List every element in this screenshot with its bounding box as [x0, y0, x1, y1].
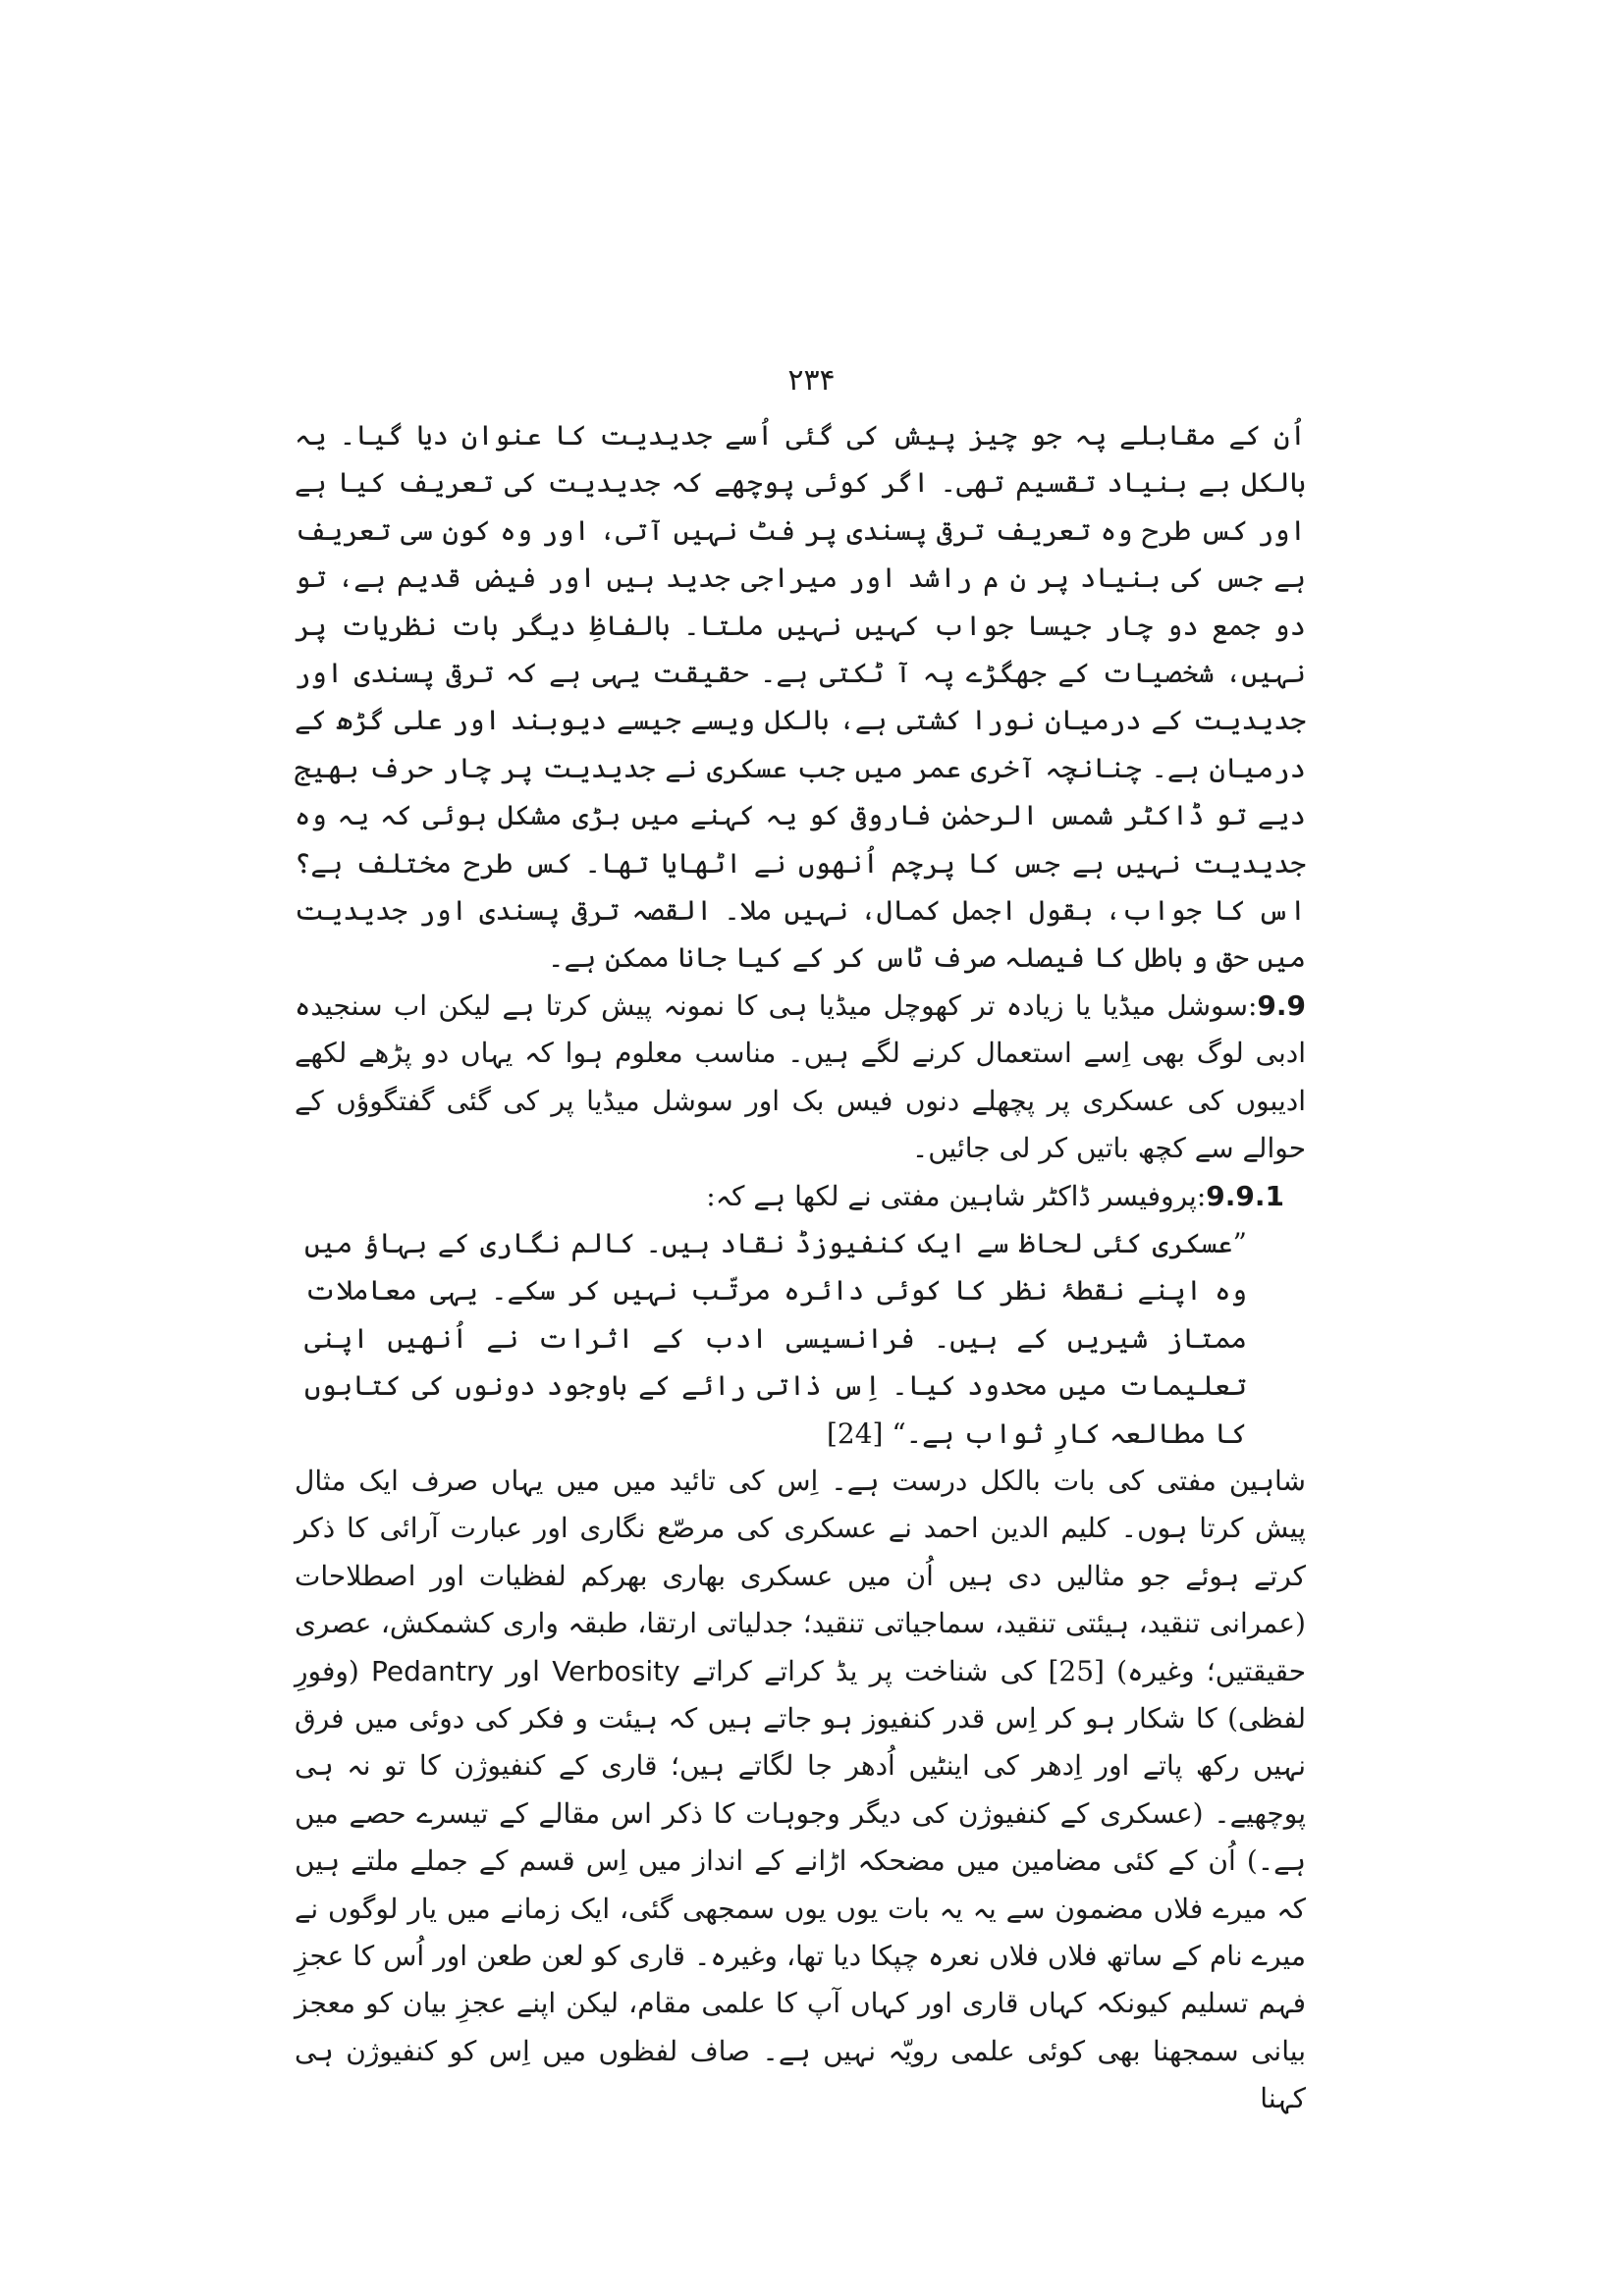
page-number: ۲۳۴ [787, 363, 836, 398]
term-pedantry: Pedantry [371, 1654, 494, 1687]
section-number: 9.9 [1257, 988, 1306, 1022]
paragraph-text-part-1: شاہین مفتی کی بات بالکل درست ہے۔ اِس کی تائید میں میں یہاں صرف ایک مثال پیش کرتا ہوں۔ کلیم الدین احمد نے عسکری کی مرصّع نگاری اور عبارت آرائی کا ذکر کرتے ہوئے جو مثالیں دی ہیں اُن میں عسکری بھاری بھرکم لفظیات اور اصطلاحات (عمرانی تنقید، ہیئتی تنقید، سماجیاتی تنقید؛ جدلیاتی ارتقا، طبقہ واری کشمکش، عصری حقیقتیں؛ وغیرہ) [25] کی شناخت پر یڈ کراتے کراتے [295, 1464, 1306, 1687]
paragraph-modernism: اُن کے مقابلے پہ جو چیز پیش کی گئی اُسے جدیدیت کا عنوان دیا گیا۔ یہ بالکل بے بنیاد تقسیم تھی۔ اگر کوئی پوچھے کہ جدیدیت کی تعریف کیا ہے اور کس طرح وہ تعریف ترقی پسندی پر فٹ نہیں آتی، اور وہ کون سی تعریف ہے جس کی بنیاد پر ن م راشد اور میراجی جدید ہیں اور فیض قدیم ہے، تو دو جمع دو چار جیسا جواب کہیں نہیں ملتا۔ بالفاظِ دیگر بات نظریات پر نہیں، شخصیات کے جھگڑے پہ آ ٹکتی ہے۔ حقیقت یہی ہے کہ ترقی پسندی اور جدیدیت کے درمیان نورا کشتی ہے، بالکل ویسے جیسے دیوبند اور علی گڑھ کے درمیان ہے۔ چنانچہ آخری عمر میں جب عسکری نے جدیدیت پر چار حرف بھیج دیے تو ڈاکٹر شمس الرحمٰن فاروقی کو یہ کہنے میں بڑی مشکل ہوئی کہ یہ وہ جدیدیت نہیں ہے جس کا پرچم اُنھوں نے اٹھایا تھا۔ کس طرح مختلف ہے؟ اس کا جواب، بقول اجمل کمال، نہیں ملا۔ القصہ ترقی پسندی اور جدیدیت میں حق و باطل کا فیصلہ صرف ٹاس کر کے کیا جانا ممکن ہے۔ [295, 419, 1306, 975]
paragraph-social-media-text: سوشل میڈیا یا زیادہ تر کھوچل میڈیا ہی کا نمونہ پیش کرتا ہے لیکن اب سنجیدہ ادبی لوگ بھی اِسے استعمال کرنے لگے ہیں۔ مناسب معلوم ہوا کہ یہاں دو پڑھے لکھے ادیبوں کی عسکری پر پچھلے دنوں فیس بک اور سوشل میڈیا پر کی گئی گفتگوؤں کے حوالے سے کچھ باتیں کر لی جائیں۔ [295, 988, 1306, 1165]
subsection-colon: : [1196, 1179, 1207, 1212]
block-quote: ”عسکری کئی لحاظ سے ایک کنفیوزڈ نقاد ہیں۔ کالم نگاری کے بہاؤ میں وہ اپنے نقطۂ نظر کا کوئی دائرہ مرتّب نہیں کر سکے۔ یہی معاملات ممتاز شیریں کے ہیں۔ فرانسیسی ادب کے اثرات نے اُنھیں اپنی تعلیمات میں محدود کیا۔ اِس ذاتی رائے کے باوجود دونوں کی کتابوں کا مطالعہ کارِ ثواب ہے۔“ [24] [304, 1226, 1247, 1450]
paragraph-quote-intro-text: پروفیسر ڈاکٹر شاہین مفتی نے لکھا ہے کہ: [706, 1179, 1197, 1212]
term-verbosity: Verbosity [552, 1654, 680, 1687]
paragraph-text-part-2: اور [493, 1654, 553, 1687]
paragraph-quote-intro [295, 1173, 1306, 1220]
paragraph-social-media [295, 983, 1306, 1173]
section-colon: : [1247, 988, 1258, 1022]
paragraph-text-part-3: (وفورِ لفظی) کا شکار ہو کر اِس قدر کنفیوز ہو جاتے ہیں کہ ہیئت و فکر کی دوئی میں فرق نہیں رکھ پاتے اور اِدھر کی اینٹیں اُدھر جا لگاتے ہیں؛ قاری کے کنفیوژن کا تو نہ ہی پوچھیے۔ (عسکری کے کنفیوژن کی دیگر وجوہات کا ذکر اس مقالے کے تیسرے حصے میں ہے۔) اُن کے کئی مضامین میں مضحکہ اڑانے کے انداز میں اِس قسم کے جملے ملتے ہیں کہ میرے فلاں مضمون سے یہ یہ بات یوں یوں سمجھی گئی، ایک زمانے میں یار لوگوں نے میرے نام کے ساتھ فلاں فلاں نعرہ چپکا دیا تھا، وغیرہ۔ قاری کو لعن طعن اور اُس کا عجزِ فہم تسلیم کیونکہ کہاں قاری اور کہاں آپ کا علمی مقام، لیکن اپنے عجزِ بیان کو معجز بیانی سمجھنا بھی کوئی علمی رویّہ نہیں ہے۔ صاف لفظوں میں اِس کو کنفیوژن ہی کہنا [295, 1654, 1306, 2115]
subsection-number: 9.9.1 [1206, 1179, 1284, 1212]
body-text [295, 412, 1306, 2123]
paragraph-shaheen-mufti [295, 1458, 1306, 2123]
